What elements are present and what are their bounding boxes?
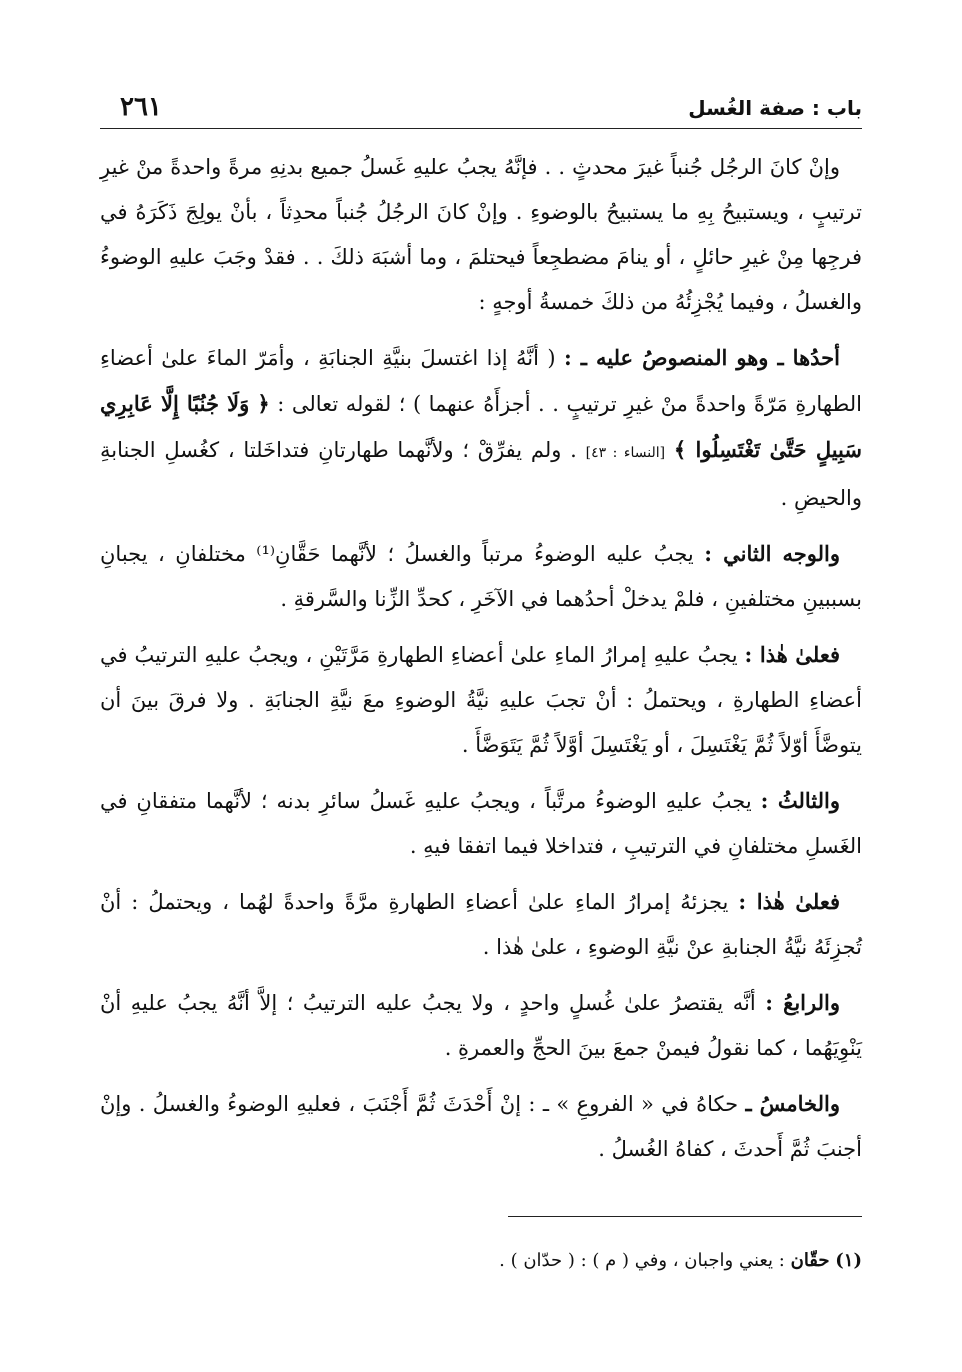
paragraph-third-view (100, 778, 862, 869)
footnote-number: (١) (835, 1250, 862, 1271)
footnote-text: : يعني واجبان ، وفي ( م ) : ( حدّان ) . (499, 1250, 785, 1271)
paragraph-fifth-view (100, 1081, 862, 1172)
paragraph-first-view (100, 335, 862, 521)
paragraph-lead: فعلىٰ هٰذا : (744, 642, 840, 667)
paragraph-consequence-1 (100, 632, 862, 768)
paragraph-text: ( أنَّهُ إذا اغتسلَ بنيَّةِ الجنابَةِ ، وأمَرّ الماءَ علىٰ أعضاءِ الطهارةِ مَرّةً واحدةً منْ غيرِ ترتيبٍ . . أجزأَهُ عنهما ) ؛ لقوله تعالى : (100, 346, 862, 416)
paragraph-consequence-2 (100, 879, 862, 970)
paragraph-text: حكاهُ في « الفروعِ » ـ : إنْ أَحْدَثَ ثُمَّ أَجْنَبَ ، فعليهِ الوضوءُ والغسلُ . وإنْ أجنبَ ثُمَّ أَحدثَ ، كفاهُ الغُسلُ . (100, 1092, 862, 1161)
paragraph-fourth-view (100, 980, 862, 1071)
paragraph-lead: فعلىٰ هٰذا : (738, 889, 840, 914)
paragraph-text: وإنْ كانَ الرجُل جُنباً غيرَ محدثٍ . . فإنَّهُ يجبُ عليهِ غَسلُ جميع بدنِهِ مرةً واحدةً منْ غيرِ ترتيبٍ ، ويستبيحُ بِهِ ما يستبيحُ بالوضوءِ . وإنْ كانَ الرجُلُ جُنباً محدِثاً ، بأنْ يولِجَ ذَكَرَهُ في فرجِها مِنْ غيرِ حائلٍ ، أو ينامَ مضطجِعاً فيحتلمَ ، وما أشبَهَ ذلكَ . . فقدْ وجَبَ عليهِ الوضوءُ والغسلُ ، وفيما يُجْزِئُهُ من ذلكَ خمسةُ أوجهٍ : (100, 155, 862, 314)
paragraph-lead: والوجه الثاني : (704, 541, 840, 566)
page-number: ٢٦١ (120, 92, 162, 122)
footnote-term: حقّان (790, 1250, 830, 1271)
paragraph-text: أنَّه يقتصرُ علىٰ غُسلٍ واحدٍ ، ولا يجبُ عليه الترتيبُ ؛ إلاَّ أنَّهُ يجبُ عليهِ أنْ يَنْوِيَهُما ، كما نقولُ فيمنْ جمعَ بينَ الحجِّ والعمرةِ . (100, 991, 862, 1060)
main-text (100, 145, 862, 1182)
paragraph-lead: والرابعُ : (765, 990, 840, 1015)
paragraph-lead: والخامسُ ـ (745, 1091, 840, 1116)
paragraph-lead: والثالثُ : (760, 788, 841, 813)
paragraph-second-view (100, 531, 862, 622)
quran-verse: ﴿ وَلَا جُنُبًا إِلَّا عَابِرِي سَبِيلٍ حَتَّىٰ تَغْتَسِلُوا ﴾ (100, 391, 862, 462)
chapter-title: باب : صفة الغُسل (688, 96, 862, 120)
paragraph-text: يجبُ عليه الوضوءُ مرتباً والغسلُ ؛ لأنَّهما حَقَّانِ⁽¹⁾ مختلفانِ ، يجبانِ بسببينِ مختلفينِ ، فلمْ يدخلْ أحدُهما في الآخَرِ ، كحدِّ الزِّنا والسَّرقةِ . (100, 542, 862, 611)
header-divider (100, 128, 862, 129)
footnote (100, 1250, 862, 1271)
paragraph-text: يجزئهُ إمرارُ الماءِ علىٰ أعضاءِ الطهارةِ مرَّةً واحدةً لهُما ، ويحتملُ : أنْ تُجزِئَهُ نيَّةُ الجنابةِ عنْ نيَّةِ الوضوءِ ، علىٰ هٰذا . (100, 890, 862, 959)
paragraph-lead: أحدُها ـ وهو المنصوصُ عليه ـ : (564, 345, 840, 370)
paragraph-text: يجبُ عليهِ إمرارُ الماءِ علىٰ أعضاءِ الطهارةِ مَرَّتَيْنِ ، ويجبُ عليهِ الترتيبُ في أعضاءِ الطهارةِ ، ويحتملُ : أنْ تجبَ عليهِ نيَّةُ الوضوءِ معَ نيَّةِ الجنابَةِ . ولا فرقَ بينَ أن يتوضَّأَ أوّلاً ثُمَّ يَغْتَسِلَ ، أو يَغْتَسِلَ أوَّلاً ثُمَّ يَتَوَضَّأَ . (100, 643, 862, 757)
paragraph-intro (100, 145, 862, 325)
paragraph-tail: . ولم يفرِّقْ ؛ ولأنَّهما طهارتانِ فتداخَلتا ، كغُسلِ الجنابةِ والحيضِ . (100, 438, 862, 510)
verse-reference: [النساء : ٤٣] (585, 445, 666, 461)
page-header (100, 92, 862, 128)
paragraph-text: يجبُ عليهِ الوضوءُ مرتَّباً ، ويجبُ عليهِ غَسلُ سائرِ بدنه ؛ لأنَّهما متفقانِ في الغَسلِ مختلفانِ في الترتيبِ ، فتداخلا فيما اتفقا فيهِ . (100, 789, 862, 858)
footnote-divider (508, 1216, 862, 1217)
